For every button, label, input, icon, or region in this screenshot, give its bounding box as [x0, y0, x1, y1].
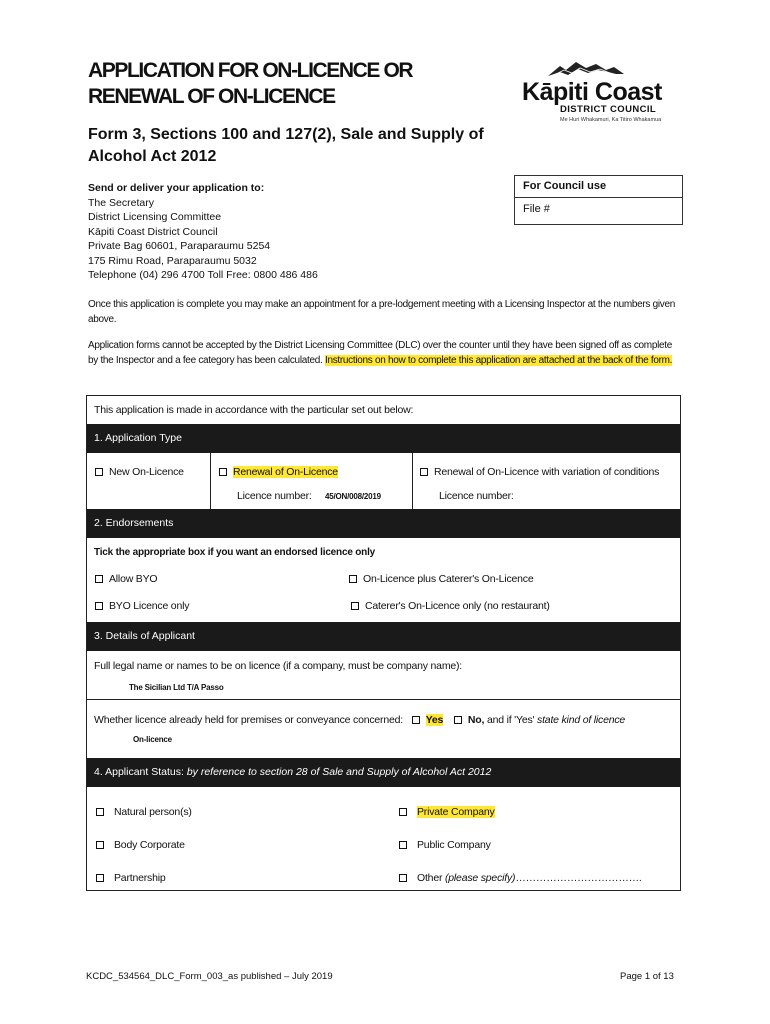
state-kind-text: state kind of licence [537, 714, 626, 726]
option-label: Private Company [417, 806, 495, 818]
page-title [88, 58, 448, 110]
yes-option[interactable]: Yes [425, 714, 444, 726]
option-partnership[interactable] [96, 872, 166, 884]
send-line: Private Bag 60601, Paraparaumu 5254 [88, 240, 271, 252]
section-2-heading: 2. Endorsements [87, 509, 680, 538]
send-heading: Send or deliver your application to: [88, 182, 265, 194]
checkbox[interactable] [420, 468, 428, 476]
option-byo-only[interactable] [95, 600, 189, 612]
divider [412, 453, 413, 509]
option-label: Other [417, 872, 445, 884]
intro-paragraph-2 [88, 338, 678, 368]
checkbox[interactable] [96, 874, 104, 882]
endorsement-instruction: Tick the appropriate box if you want an endorsed licence only [94, 547, 376, 558]
please-specify-note: (please specify) [444, 872, 516, 884]
form-subtitle [88, 124, 508, 168]
licence-number-value[interactable]: 45/ON/008/2019 [325, 492, 381, 501]
other-specify-field[interactable]: ………………………………. [515, 872, 642, 884]
instructions-highlight: Instructions on how to complete this application are attached at the back of the form. [324, 355, 673, 366]
option-allow-byo[interactable] [95, 573, 157, 585]
option-label: Body Corporate [114, 839, 185, 851]
option-public-company[interactable] [399, 839, 491, 851]
option-renewal-variation[interactable] [420, 466, 659, 478]
council-use-heading: For Council use [515, 176, 682, 198]
form-intro: This application is made in accordance with the particular set out below: [94, 404, 414, 416]
legal-name-value[interactable]: The Sicilian Ltd T/A Passo [129, 683, 224, 692]
application-form [86, 395, 681, 891]
option-label: Partnership [114, 872, 166, 884]
checkbox[interactable] [454, 716, 462, 724]
subtitle-line-1: Form 3, Sections 100 and 127(2), Sale and Supply of [88, 126, 484, 143]
section-3-heading: 3. Details of Applicant [87, 622, 680, 651]
send-line: The Secretary [88, 196, 154, 209]
logo-name: Kāpiti Coast [522, 78, 662, 106]
licence-held-label: Whether licence already held for premises or conveyance concerned: [94, 714, 403, 726]
checkbox[interactable] [412, 716, 420, 724]
section-4-title: 4. Applicant Status: [94, 766, 184, 778]
option-label: Renewal of On-Licence with variation of conditions [434, 466, 660, 478]
option-label: Allow BYO [109, 573, 158, 585]
logo-tagline: Me Huri Whakamuri, Ka Titiro Whakamua [560, 117, 662, 123]
option-label: On-Licence plus Caterer's On-Licence [363, 573, 534, 585]
section-4-heading [87, 758, 680, 787]
send-line: Telephone (04) 296 4700 Toll Free: 0800 486 486 [88, 269, 318, 281]
option-label: BYO Licence only [109, 600, 190, 612]
footer-page-number: Page 1 of 13 [620, 971, 674, 982]
checkbox[interactable] [399, 808, 407, 816]
no-option[interactable]: No, [467, 714, 485, 726]
section-1-heading: 1. Application Type [87, 424, 680, 453]
checkbox[interactable] [96, 808, 104, 816]
intro-paragraph-2-text: Application forms cannot be accepted by the District Licensing Committee (DLC) over the counter until they have been signed off as complete by the Inspector and a fee category has been calculated. [88, 340, 673, 366]
option-renewal-on-licence[interactable] [219, 466, 338, 478]
option-label: Caterer's On-Licence only (no restaurant) [365, 600, 550, 612]
checkbox[interactable] [399, 874, 407, 882]
file-number-field[interactable]: File # [523, 203, 550, 215]
option-label: Public Company [417, 839, 491, 851]
option-caterer-only[interactable] [351, 600, 550, 612]
option-private-company[interactable] [399, 806, 495, 818]
title-line-2: RENEWAL OF ON-LICENCE [88, 85, 335, 108]
option-label: New On-Licence [109, 466, 184, 478]
send-line: 175 Rimu Road, Paraparaumu 5032 [88, 254, 257, 267]
option-natural-person[interactable] [96, 806, 192, 818]
licence-kind-value[interactable]: On-licence [133, 735, 172, 744]
checkbox[interactable] [95, 575, 103, 583]
checkbox[interactable] [95, 468, 103, 476]
checkbox[interactable] [96, 841, 104, 849]
send-line: Kāpiti Coast District Council [88, 225, 218, 238]
divider [87, 699, 680, 700]
title-line-1: APPLICATION FOR ON-LICENCE OR [88, 59, 413, 82]
licence-number-label-2: Licence number: [439, 490, 514, 502]
if-yes-text: and if 'Yes' [484, 714, 538, 726]
council-use-box [514, 175, 683, 225]
option-other[interactable] [399, 872, 642, 884]
option-label: Natural person(s) [114, 806, 192, 818]
intro-paragraph-1: Once this application is complete you may make an appointment for a pre-lodgement meeting with a Licensing Inspector at the numbers given above. [88, 299, 676, 325]
checkbox[interactable] [399, 841, 407, 849]
send-line: District Licensing Committee [88, 211, 222, 223]
option-label: Renewal of On-Licence [233, 466, 338, 478]
checkbox[interactable] [95, 602, 103, 610]
licence-number-label: Licence number: [237, 490, 312, 502]
send-address-block [88, 181, 408, 283]
subtitle-line-2: Alcohol Act 2012 [88, 148, 217, 165]
checkbox[interactable] [219, 468, 227, 476]
logo-council: DISTRICT COUNCIL [560, 104, 657, 115]
checkbox[interactable] [349, 575, 357, 583]
option-caterer-plus[interactable] [349, 573, 533, 585]
footer-doc-ref: KCDC_534564_DLC_Form_003_as published – July 2019 [86, 971, 333, 982]
option-body-corporate[interactable] [96, 839, 185, 851]
option-new-on-licence[interactable] [95, 466, 184, 478]
legal-name-label: Full legal name or names to be on licence (if a company, must be company name): [94, 660, 463, 672]
section-4-note: by reference to section 28 of Sale and Supply of Alcohol Act 2012 [186, 766, 492, 778]
divider [210, 453, 211, 509]
checkbox[interactable] [351, 602, 359, 610]
licence-held-row [94, 714, 625, 726]
